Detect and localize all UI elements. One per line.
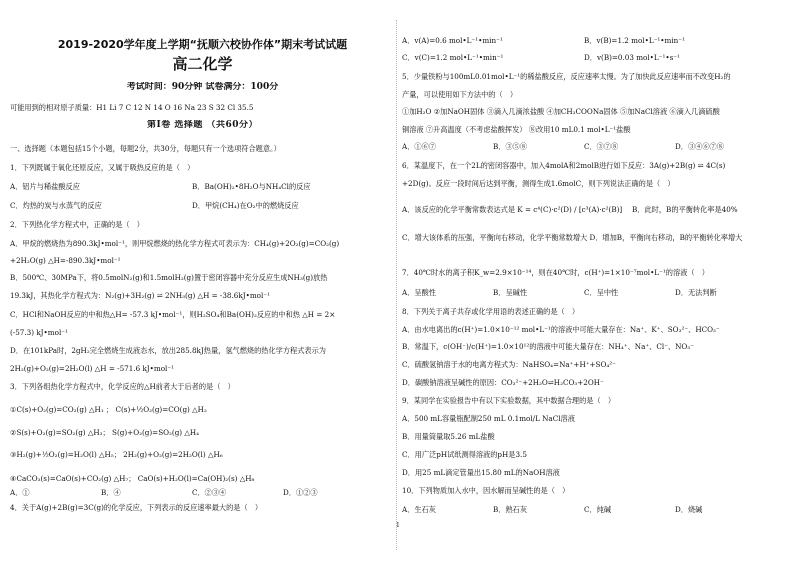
q1-stem: 1．下列既属于氧化还原反应，又属于吸热反应的是（ ）: [10, 163, 195, 172]
q5-stem-line2: 产量，可以使用如下方法中的（ ）: [402, 90, 518, 99]
q8-option-c: C．硫酸氢钠溶于水的电离方程式为：NaHSO₄=Na⁺+H⁺+SO₄²⁻: [402, 360, 616, 369]
atomic-masses: 可能用到的相对原子质量：H1 Li 7 C 12 N 14 O 16 Na 23 S 32 Cl 35.5: [10, 103, 254, 112]
q4-stem: 4．关于A(g)+2B(g)=3C(g)的化学反应，下列表示的反应速率最大的是（ ）: [10, 503, 263, 512]
q2-option-b-line2: 19.3kJ，其热化学方程式为：N₂(g)+3H₂(g) ⇌ 2NH₃(g) △H = -38.6kJ•mol⁻¹: [10, 291, 270, 300]
q6-option-a: A．该反应的化学平衡常数表达式是 K = c⁴(C)·c²(D) / [c³(A)·c²(B)]: [402, 205, 623, 214]
q3-option-b: B．④: [101, 488, 121, 497]
q9-option-b: B．用量筒量取5.26 mL盐酸: [402, 432, 495, 441]
q6-stem-line2: +2D(g)。反应一段时间后达到平衡，测得生成1.6molC，则下列说法正确的是（ ）: [402, 179, 675, 188]
q2-option-c-line1: C．HCl和NaOH反应的中和热△H= -57.3 kJ•mol⁻¹，则H₂SO₄和Ba(OH)₂反应的中和热 △H = 2×: [10, 310, 336, 319]
q6-stem-line1: 6．某温度下，在一个2L的密闭容器中，加入4molA和2molB进行如下反应：3A(g)+2B(g) ⇌ 4C(s): [402, 161, 726, 170]
q2-option-c-line2: (-57.3) kJ•mol⁻¹: [10, 328, 68, 337]
q5-option-b: B．③⑤⑧: [493, 142, 528, 151]
q5-option-a: A．①⑥⑦: [402, 142, 436, 151]
q10-option-b: B．熟石灰: [493, 505, 528, 514]
section-title: 第Ⅰ卷 选择题 （共60分）: [146, 120, 258, 130]
q3-option-a: A．①: [10, 488, 30, 497]
q7-option-b: B．呈碱性: [493, 288, 528, 297]
q7-option-c: C．呈中性: [584, 288, 619, 297]
q1-option-d: D．甲烷(CH₄)在O₂中的燃烧反应: [192, 201, 299, 210]
q4-option-b: B．v(B)=1.2 mol•L⁻¹•min⁻¹: [584, 36, 685, 45]
q3-option-c: C．②③④: [192, 488, 227, 497]
q3-equation-3: ③H₂(g)+½O₂(g)=H₂O(l) △H₅； 2H₂(g)+O₂(g)=2H₂O(l) △H₆: [10, 450, 223, 459]
q3-equation-1: ①C(s)+O₂(g)=CO₂(g) △H₁ ； C(s)+½O₂(g)=CO(g) △H₂: [10, 405, 207, 414]
q7-stem: 7．40℃时水的离子积K_w=2.9×10⁻¹⁴，则在40℃时，c(H⁺)=1×10⁻⁷mol•L⁻¹的溶液（ ）: [402, 268, 709, 277]
q7-option-d: D．无法判断: [675, 288, 717, 297]
q1-option-c: C．灼热的炭与水蒸气的反应: [10, 201, 102, 210]
column-divider: [396, 20, 398, 550]
q3-equation-4: ④CaCO₃(s)=CaO(s)+CO₂(g) △H₇； CaO(s)+H₂O(l)=Ca(OH)₂(s) △H₈: [10, 474, 255, 483]
q9-option-a: A．500 mL容量瓶配制250 mL 0.1mol/L NaCl溶液: [402, 414, 575, 423]
q2-option-d-line2: 2H₂(g)+O₂(g)=2H₂O(l) △H = -571.6 kJ•mol⁻¹: [10, 364, 175, 373]
q1-option-b: B．Ba(OH)₂•8H₂O与NH₄Cl的反应: [192, 182, 311, 191]
q8-option-b: B．常温下，c(OH⁻)/c(H⁺)=1.0×10¹²的溶液中可能大量存在：NH₄⁺、Na⁺、Cl⁻、NO₃⁻: [402, 342, 694, 351]
q10-stem: 10．下列物质加入水中，因水解而呈碱性的是（ ）: [402, 486, 570, 495]
q10-option-d: D．烧碱: [675, 505, 703, 514]
q5-options-line2: 铜溶液 ⑦升高温度（不考虑盐酸挥发） ⑧改用10 mL0.1 mol•L⁻¹盐酸: [402, 125, 631, 134]
q6-option-c-d: C．增大该体系的压强，平衡向右移动，化学平衡常数增大 D．增加B，平衡向右移动，B的平衡转化率增大: [402, 233, 743, 242]
q2-option-a-line2: +2H₂O(g) △H=-890.3kJ•mol⁻¹: [10, 256, 121, 265]
q3-option-d: D．①②③: [283, 488, 318, 497]
exam-title: 2019-2020学年度上学期“抚顺六校协作体”期末考试试题: [57, 38, 348, 51]
q5-stem-line1: 5．少量铁粉与100mL0.01mol•L⁻¹的稀盐酸反应，反应速率太慢。为了加快此反应速率而不改变H₂的: [402, 72, 731, 81]
q10-option-c: C．纯碱: [584, 505, 612, 514]
q8-option-a: A．由水电离出的c(H⁺)=1.0×10⁻¹² mol•L⁻¹的溶液中可能大量存在：Na⁺、K⁺、SO₃²⁻、HCO₃⁻: [402, 325, 720, 334]
q4-option-c: C．v(C)=1.2 mol•L⁻¹•min⁻¹: [402, 53, 504, 62]
q6-option-b: B．此时，B的平衡转化率是40%: [632, 205, 738, 214]
q2-stem: 2．下列热化学方程式中，正确的是（ ）: [10, 220, 144, 229]
q5-options-line1: ①加H₂O ②加NaOH固体 ③滴入几滴浓盐酸 ④加CH₃COONa固体 ⑤加NaCl溶液 ⑥滴入几滴硫酸: [402, 107, 720, 116]
q10-option-a: A．生石灰: [402, 505, 436, 514]
exam-info: 考试时间：90分钟 试卷满分：100分: [126, 82, 279, 92]
q9-option-d: D．用25 mL滴定管量出15.80 mL的NaOH溶液: [402, 468, 560, 477]
q2-option-b-line1: B．500℃、30MPa下，将0.5molN₂(g)和1.5molH₂(g)置于密闭容器中充分反应生成NH₃(g)放热: [10, 273, 328, 282]
q3-equation-2: ②S(s)+O₂(g)=SO₂(g) △H₃； S(g)+O₂(g)=SO₂(g) △H₄: [10, 428, 200, 437]
q5-option-c: C．③⑦⑧: [584, 142, 619, 151]
q1-option-a: A．铝片与稀盐酸反应: [10, 182, 80, 191]
q9-option-c: C．用广泛pH试纸测得溶液的pH是3.5: [402, 450, 527, 459]
q9-stem: 9．某同学在实验报告中有以下实验数据，其中数据合理的是（ ）: [402, 396, 616, 405]
page-mark: 1: [396, 522, 400, 529]
q2-option-a-line1: A．甲烷的燃烧热为890.3kJ•mol⁻¹，则甲烷燃烧的热化学方程式可表示为：CH₄(g)+2O₂(g)=CO₂(g): [10, 239, 340, 248]
q2-option-d-line1: D．在101kPa时，2gH₂完全燃烧生成液态水，放出285.8kJ热量，氢气燃烧的热化学方程式表示为: [10, 346, 326, 355]
q3-stem: 3．下列各组热化学方程式中，化学反应的△H前者大于后者的是（ ）: [10, 382, 235, 391]
q4-option-d: D．v(B)=0.03 mol•L⁻¹•s⁻¹: [584, 53, 680, 62]
left-column: [10, 0, 395, 561]
q4-option-a: A．v(A)=0.6 mol•L⁻¹•min⁻¹: [402, 36, 503, 45]
q8-stem: 8．下列关于离子共存或化学用语的表述正确的是（ ）: [402, 307, 580, 316]
subject-title: 高二化学: [172, 56, 233, 73]
instructions: 一、选择题（本题包括15个小题，每题2分，共30分，每题只有一个选项符合题意。）: [10, 144, 281, 153]
q8-option-d: D．碳酸钠溶液呈碱性的原因：CO₃²⁻+2H₂O⇌H₂CO₃+2OH⁻: [402, 378, 604, 387]
right-column: [402, 0, 787, 561]
q5-option-d: D．③④⑥⑦⑧: [675, 142, 724, 151]
q7-option-a: A．呈酸性: [402, 288, 436, 297]
